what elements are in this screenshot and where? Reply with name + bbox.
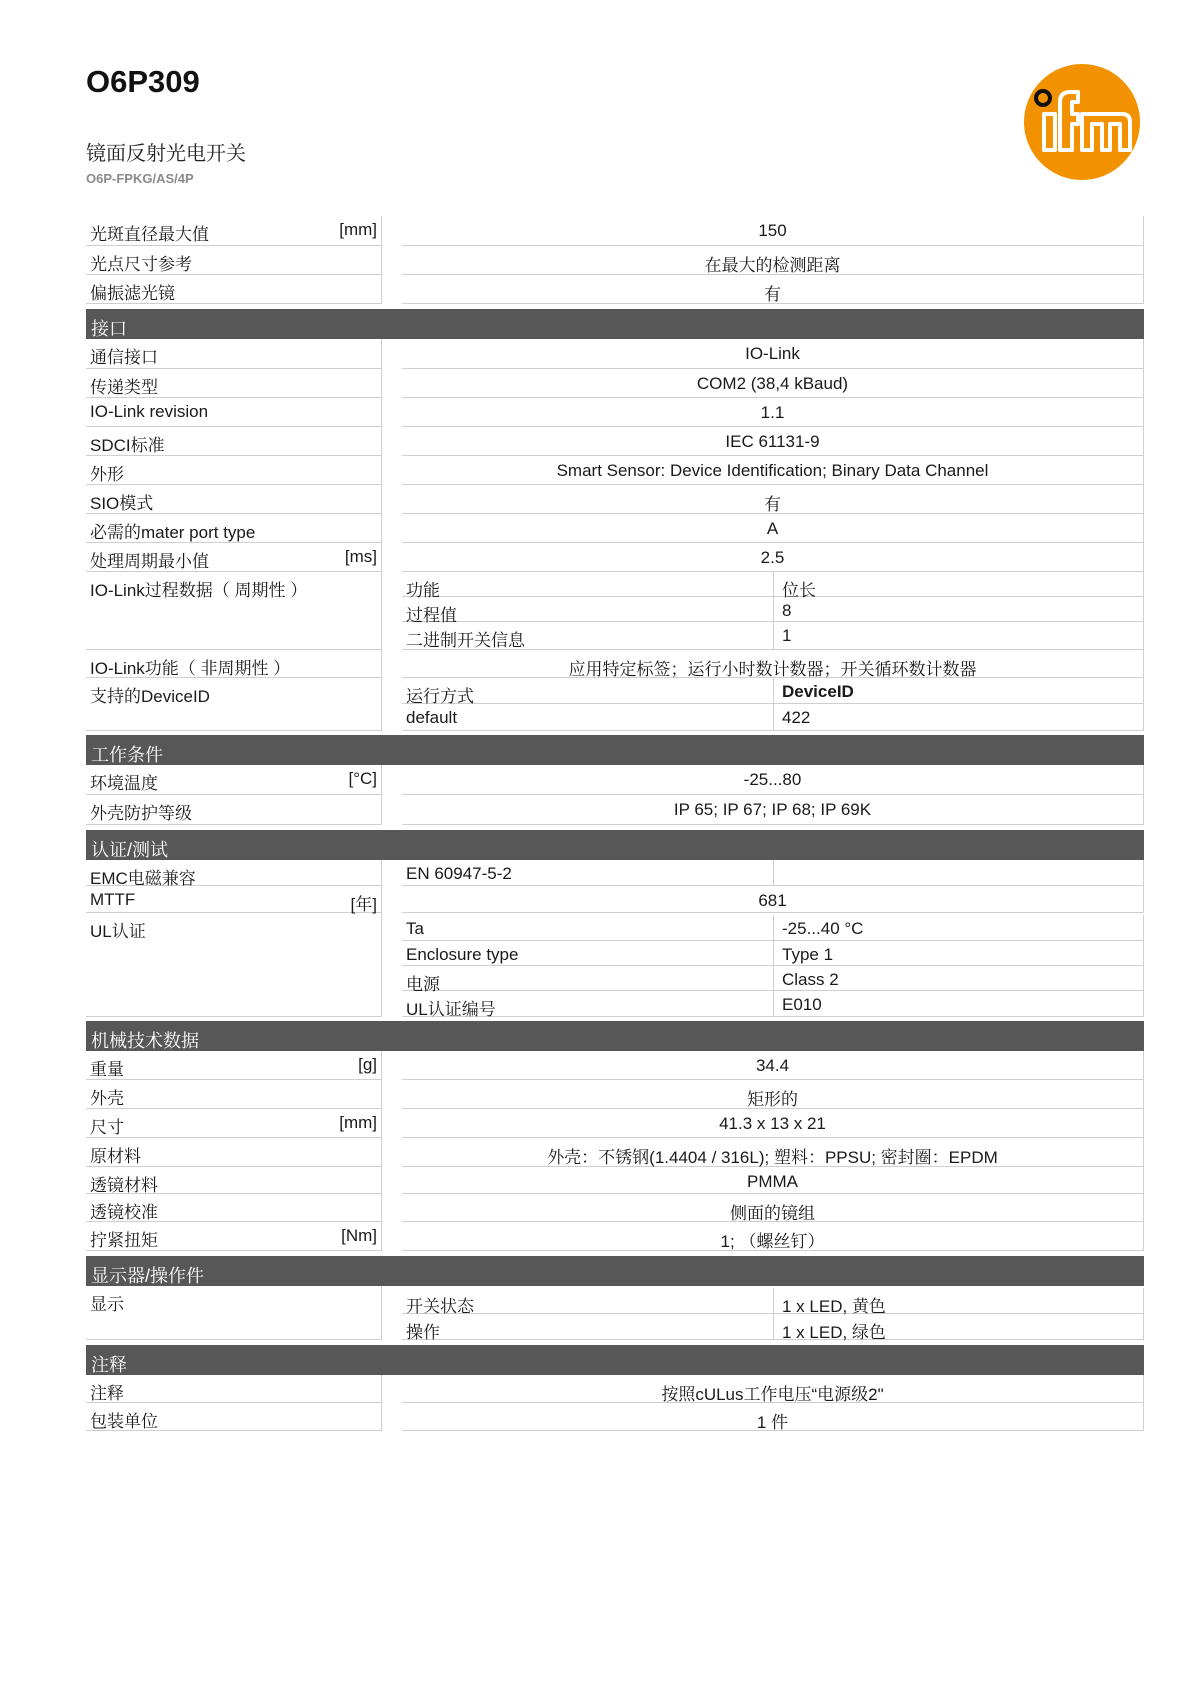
spec-label: 光斑直径最大值: [90, 225, 209, 244]
spec-row-note: [86, 1375, 1144, 1403]
spec-row-spot-diameter: [86, 216, 1144, 246]
spec-value: Smart Sensor: Device Identification; Binary Data Channel: [402, 456, 1144, 485]
spec-label: 透镜校准: [90, 1203, 158, 1222]
section-header-approvals: [86, 830, 1144, 860]
section-header-mechanical: [86, 1021, 1144, 1051]
spec-label: SDCI标准: [90, 436, 165, 455]
spec-row-protection-rating: [86, 795, 1144, 825]
sub-key: 电源: [402, 966, 774, 990]
spec-value: 有: [402, 275, 1144, 304]
sub-key: EN 60947-5-2: [402, 860, 774, 885]
spec-row-mttf: [86, 886, 1144, 913]
spec-label: 显示: [90, 1295, 124, 1314]
spec-label: 处理周期最小值: [90, 552, 209, 571]
section-header-display: [86, 1256, 1144, 1286]
spec-row-housing: [86, 1080, 1144, 1109]
spec-value: 41.3 x 13 x 21: [402, 1109, 1144, 1138]
section-title: 认证/测试: [91, 840, 169, 860]
spec-label: 原材料: [90, 1147, 141, 1166]
sub-row: [402, 991, 1144, 1017]
logo-text: ifm: [1080, 177, 1084, 179]
sub-key: 操作: [402, 1314, 774, 1339]
spec-label: SIO模式: [90, 494, 154, 513]
spec-row-materials: [86, 1138, 1144, 1167]
spec-label: 透镜材料: [90, 1176, 158, 1195]
spec-label: MTTF: [90, 890, 136, 909]
spec-value: 外壳：不锈钢(1.4404 / 316L); 塑料：PPSU; 密封圈：EPDM: [402, 1138, 1144, 1167]
product-subtitle: 镜面反射光电开关: [86, 143, 246, 165]
spec-label: 外壳: [90, 1089, 124, 1108]
sub-key: Enclosure type: [402, 941, 774, 965]
spec-value: PMMA: [402, 1167, 1144, 1194]
sub-key: UL认证编号: [402, 991, 774, 1016]
spec-row-profile: [86, 456, 1144, 485]
spec-label: EMC电磁兼容: [90, 869, 196, 888]
spec-label: 外形: [90, 465, 124, 484]
spec-row-transfer-type: [86, 369, 1144, 398]
sub-value: 8: [782, 601, 792, 620]
spec-label: UL认证: [90, 922, 146, 941]
sub-key: 运行方式: [402, 678, 774, 703]
sub-value: 1: [782, 626, 792, 645]
spec-row-sio-mode: [86, 485, 1144, 514]
spec-row-sdci-standard: [86, 427, 1144, 456]
spec-row-master-port-type: [86, 514, 1144, 543]
spec-value: IO-Link: [402, 339, 1144, 369]
sub-row: [402, 941, 1144, 966]
spec-value: 150: [402, 216, 1144, 246]
spec-value: IEC 61131-9: [402, 427, 1144, 456]
spec-row-emc: [86, 860, 1144, 886]
spec-unit: [°C]: [348, 769, 377, 788]
sub-row: [402, 915, 1144, 941]
spec-row-tightening-torque: [86, 1222, 1144, 1251]
sub-row: [402, 572, 1144, 600]
spec-label: 必需的mater port type: [90, 523, 256, 542]
spec-row-iolink-revision: [86, 398, 1144, 427]
spec-label: IO-Link过程数据（ 周期性 ）: [90, 581, 308, 600]
spec-label: 光点尺寸参考: [90, 255, 192, 274]
spec-row-polarization: [86, 275, 1144, 304]
spec-row-ambient-temperature: [86, 765, 1144, 795]
spec-label: 外壳防护等级: [90, 804, 192, 823]
sub-row: [402, 1314, 1144, 1340]
spec-unit: [g]: [358, 1055, 377, 1074]
sub-key: 开关状态: [402, 1288, 774, 1313]
sub-key: Ta: [402, 915, 774, 940]
section-header-interface: [86, 309, 1144, 339]
spec-value: 681: [402, 886, 1144, 913]
spec-label: IO-Link功能（ 非周期性 ）: [90, 659, 291, 678]
spec-unit: [年]: [350, 895, 377, 914]
spec-value: IP 65; IP 67; IP 68; IP 69K: [402, 795, 1144, 825]
section-title: 机械技术数据: [91, 1031, 199, 1051]
section-header-notes: [86, 1345, 1144, 1375]
spec-value: 矩形的: [402, 1080, 1144, 1109]
sub-row: [402, 678, 1144, 704]
spec-value: 1; （螺丝钉）: [402, 1222, 1144, 1251]
spec-label: IO-Link revision: [90, 402, 209, 421]
datasheet-table: [86, 216, 1144, 1431]
sub-key: 过程值: [402, 597, 774, 621]
spec-row-comm-interface: [86, 339, 1144, 369]
section-title: 接口: [91, 319, 127, 339]
spec-row-dimensions: [86, 1109, 1144, 1138]
sub-value: DeviceID: [782, 682, 854, 701]
spec-value: 按照cULus工作电压“电源级2": [402, 1375, 1144, 1403]
sub-value: E010: [782, 995, 822, 1014]
section-title: 显示器/操作件: [91, 1266, 205, 1286]
sub-key: 功能: [402, 572, 774, 596]
spec-row-packaging-unit: [86, 1403, 1144, 1431]
sub-row: [402, 860, 1144, 886]
sub-key: default: [402, 704, 774, 730]
sub-row: [402, 597, 1144, 625]
spec-label: 包装单位: [90, 1412, 158, 1431]
spec-value: 侧面的镜组: [402, 1194, 1144, 1222]
spec-value: 在最大的检测距离: [402, 246, 1144, 275]
spec-value: -25...80: [402, 765, 1144, 795]
sub-value: -25...40 °C: [782, 919, 864, 938]
spec-unit: [mm]: [339, 1113, 377, 1132]
spec-row-lens-material: [86, 1167, 1144, 1194]
section-header-operating-conditions: [86, 735, 1144, 765]
spec-label: 环境温度: [90, 774, 158, 793]
spec-row-acyclic-functions: [86, 650, 1144, 678]
spec-label: 拧紧扭矩: [90, 1231, 158, 1250]
sub-value: Type 1: [782, 945, 834, 964]
spec-row-display: [86, 1286, 1144, 1340]
sub-value: [778, 860, 1143, 889]
spec-value: A: [402, 514, 1144, 543]
spec-value: 2.5: [402, 543, 1144, 572]
sub-value: 1 x LED, 黄色: [782, 1297, 886, 1316]
sub-key: 二进制开关信息: [402, 622, 774, 649]
sub-value: 位长: [782, 581, 816, 600]
spec-value: 1.1: [402, 398, 1144, 427]
spec-label: 重量: [90, 1060, 124, 1079]
section-title: 工作条件: [91, 745, 163, 765]
spec-label: 传递类型: [90, 378, 158, 397]
spec-value: 应用特定标签；运行小时数计数器；开关循环数计数器: [402, 650, 1144, 678]
spec-unit: [mm]: [339, 220, 377, 239]
sub-row: [402, 622, 1144, 650]
sub-row: [402, 966, 1144, 994]
spec-value: 1 件: [402, 1403, 1144, 1431]
sub-value: Class 2: [782, 970, 839, 989]
sub-value: 422: [782, 708, 811, 727]
spec-row-device-id: [86, 678, 1144, 731]
spec-value: COM2 (38,4 kBaud): [402, 369, 1144, 398]
spec-row-lens-alignment: [86, 1194, 1144, 1222]
spec-label: 注释: [90, 1384, 124, 1403]
spec-row-weight: [86, 1051, 1144, 1080]
article-code: O6P-FPKG/AS/4P: [86, 171, 194, 186]
sub-row: [402, 1288, 1144, 1314]
spec-unit: [Nm]: [341, 1226, 377, 1245]
spec-unit: [ms]: [344, 547, 377, 566]
ifm-logo: [1022, 62, 1142, 182]
spec-label: 偏振滤光镜: [90, 284, 175, 303]
spec-label: 通信接口: [90, 348, 158, 367]
spec-row-spot-size: [86, 246, 1144, 275]
section-title: 注释: [91, 1355, 127, 1375]
page-title: O6P309: [86, 64, 200, 99]
spec-row-ul-approval: [86, 913, 1144, 1017]
spec-row-process-data: [86, 572, 1144, 650]
spec-value: 34.4: [402, 1051, 1144, 1080]
spec-value: 有: [402, 485, 1144, 514]
sub-row: [402, 704, 1144, 731]
sub-value: 1 x LED, 绿色: [782, 1323, 886, 1342]
spec-row-min-cycle-time: [86, 543, 1144, 572]
spec-label: 尺寸: [90, 1118, 124, 1137]
spec-label: 支持的DeviceID: [90, 687, 210, 706]
